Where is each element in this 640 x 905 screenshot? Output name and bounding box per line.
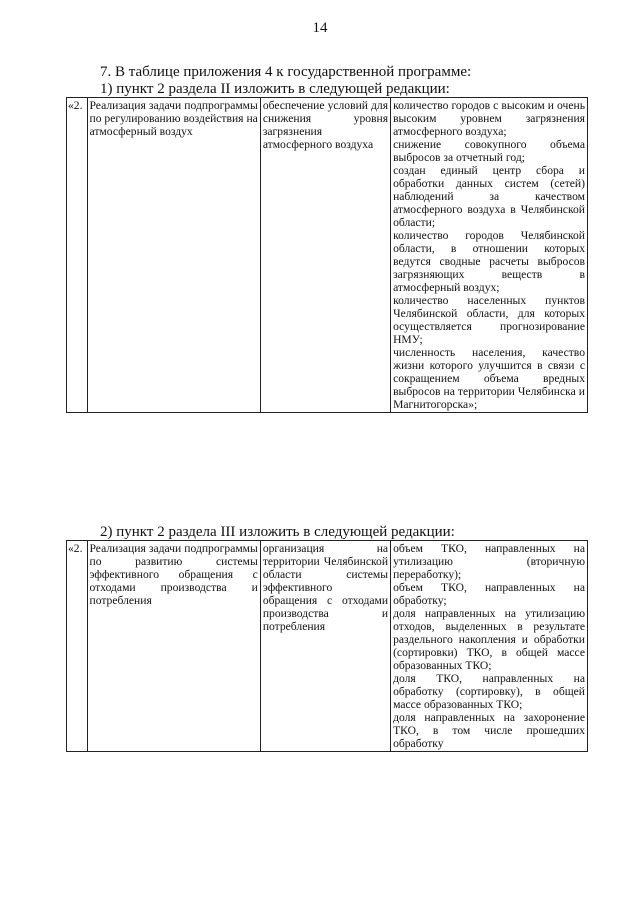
table-row	[67, 98, 588, 413]
indicator-item: доля направленных на захоронение ТКО, в том числе прошедших обработку	[393, 711, 585, 750]
amendment-heading: 7. В таблице приложения 4 к государственной программе:	[100, 64, 472, 80]
task-cell: Реализация задачи подпрограммы по регулированию воздействия на атмосферный воздух	[87, 98, 260, 413]
indicators-cell	[391, 541, 588, 752]
indicator-item: доля направленных на утилизацию отходов, выделенных в результате раздельного накопления и обработки (сортировки) ТКО, в общей массе образованных ТКО;	[393, 607, 585, 672]
indicator-item: количество городов с высоким и очень высоким уровнем загрязнения атмосферного воздуха;	[393, 99, 585, 138]
task-cell: Реализация задачи подпрограммы по развитию системы эффективного обращения с отходами производства и потребления	[87, 541, 260, 752]
indicator-item: количество населенных пунктов Челябинской области, для которых осуществляется прогнозирование НМУ;	[393, 294, 585, 346]
section-2-heading: 2) пункт 2 раздела III изложить в следующей редакции:	[100, 524, 455, 540]
indicator-item: численность населения, качество жизни которого улучшится в связи с сокращением объема вредных выбросов на территории Челябинска и Магнитогорска»;	[393, 346, 585, 411]
indicator-item: создан единый центр сбора и обработки данных систем (сетей) наблюдений за качеством атмосферного воздуха в Челябинской области;	[393, 164, 585, 229]
indicators-table-1	[66, 97, 588, 413]
indicators-cell	[391, 98, 588, 413]
table-row	[67, 541, 588, 752]
row-number: «2.	[67, 541, 88, 752]
indicator-item: доля ТКО, направленных на обработку (сортировку), в общей массе образованных ТКО;	[393, 672, 585, 711]
indicators-table-2	[66, 540, 588, 752]
indicator-item: количество городов Челябинской области, в отношении которых ведутся сводные расчеты выбросов загрязняющих веществ в атмосферный воздух;	[393, 229, 585, 294]
indicator-item: объем ТКО, направленных на обработку;	[393, 581, 585, 607]
goal-cell: организация на территории Челябинской области системы эффективного обращения с отходами производства и потребления	[260, 541, 390, 752]
goal-cell: обеспечение условий для снижения уровня загрязнения атмосферного воздуха	[260, 98, 390, 413]
indicator-item: снижение совокупного объема выбросов за отчетный год;	[393, 138, 585, 164]
row-number: «2.	[67, 98, 88, 413]
indicator-item: объем ТКО, направленных на утилизацию (вторичную переработку);	[393, 542, 585, 581]
page-number: 14	[312, 20, 328, 36]
section-1-heading: 1) пункт 2 раздела II изложить в следующей редакции:	[100, 81, 450, 97]
